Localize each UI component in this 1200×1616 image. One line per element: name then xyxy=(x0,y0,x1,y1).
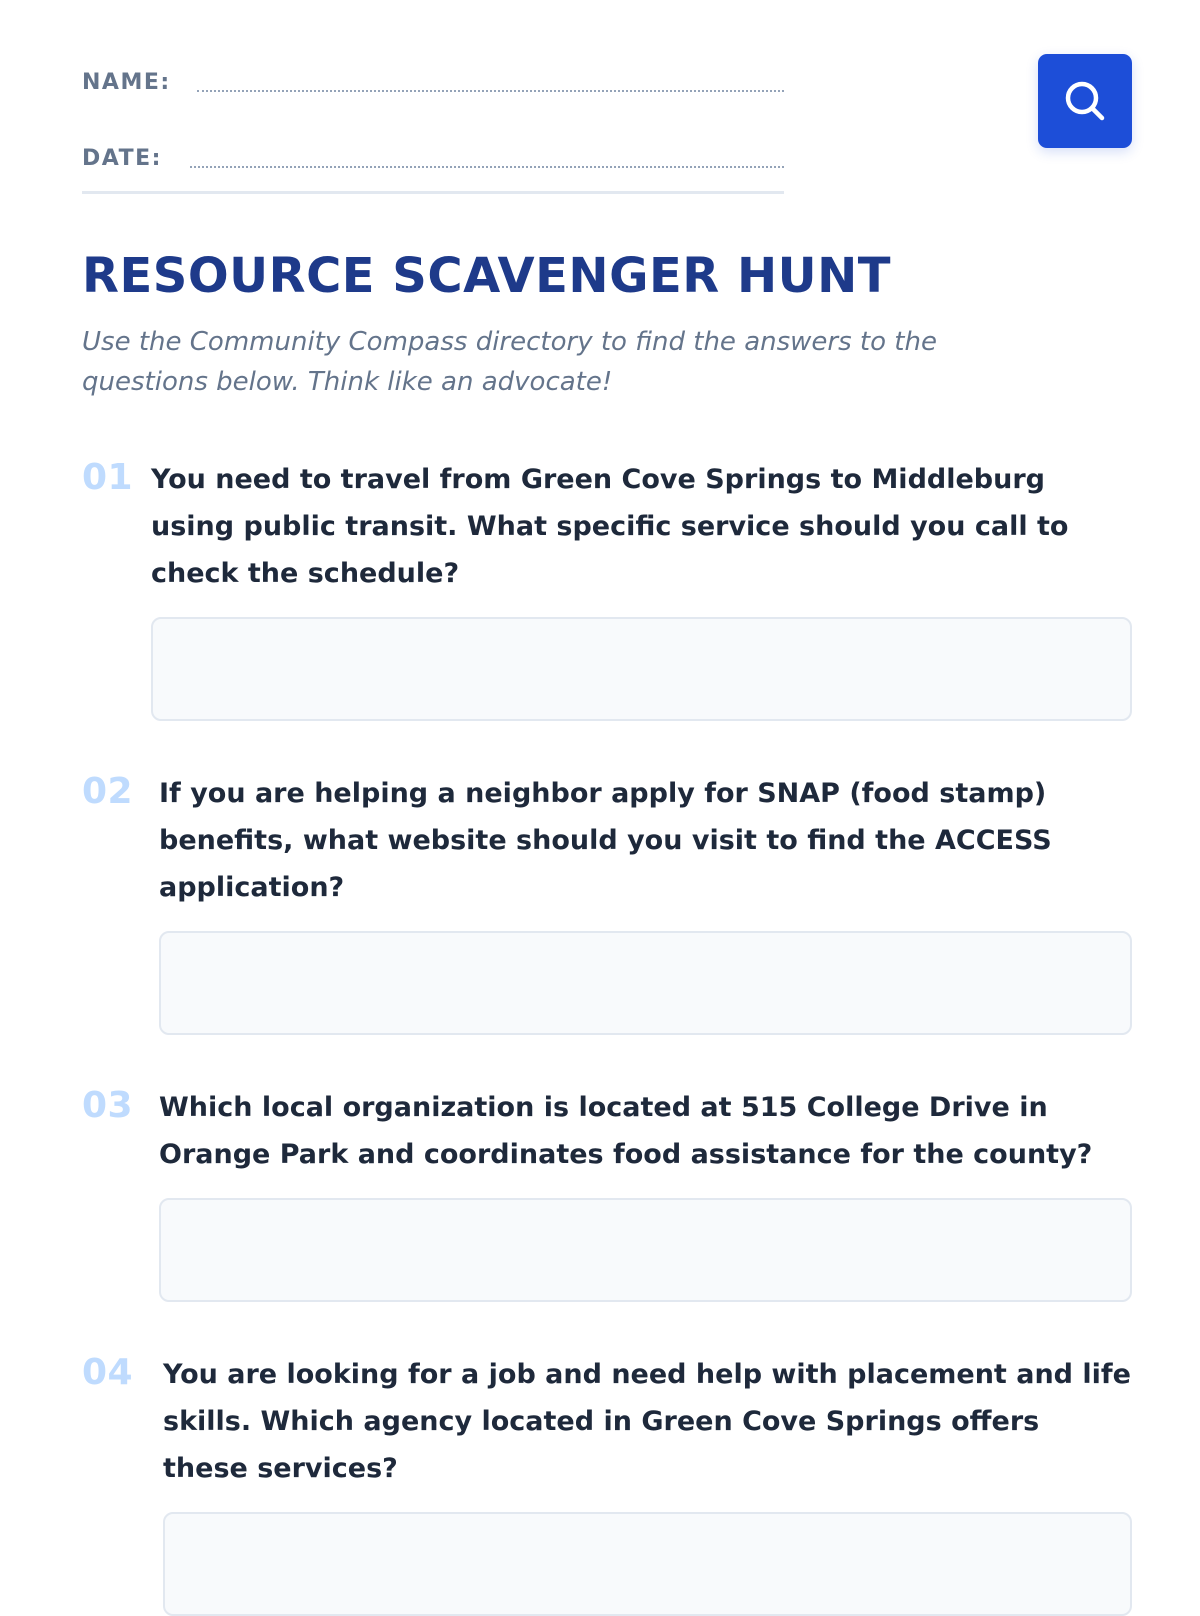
search-button[interactable] xyxy=(1038,54,1132,148)
date-label: DATE: xyxy=(82,146,162,171)
name-label: NAME: xyxy=(82,70,171,95)
question-text: Which local organization is located at 515 College Drive in Orange Park and coordinates food assistance for the county? xyxy=(159,1092,1093,1170)
answer-box[interactable] xyxy=(159,931,1132,1035)
question-text: You need to travel from Green Cove Springs to Middleburg using public transit. What specific service should you call to check the schedule? xyxy=(151,464,1069,589)
question-number: 02 xyxy=(82,771,134,812)
worksheet xyxy=(82,0,1132,1600)
page-title: RESOURCE SCAVENGER HUNT xyxy=(82,248,892,304)
answer-box[interactable] xyxy=(163,1512,1132,1616)
question-text: You are looking for a job and need help with placement and life skills. Which agency located in Green Cove Springs offers these services? xyxy=(163,1359,1131,1484)
question-number: 01 xyxy=(82,457,134,498)
date-input-line[interactable] xyxy=(190,152,784,168)
answer-box[interactable] xyxy=(159,1198,1132,1302)
question-number: 04 xyxy=(82,1352,134,1393)
answer-box[interactable] xyxy=(151,617,1132,721)
question-body xyxy=(159,1084,1132,1302)
name-input-line[interactable] xyxy=(197,76,784,92)
question-number: 03 xyxy=(82,1085,134,1126)
page-instructions: Use the Community Compass directory to find the answers to the questions below. Think like an advocate! xyxy=(82,327,937,397)
date-field[interactable] xyxy=(82,146,784,172)
question-body xyxy=(163,1351,1132,1616)
student-info-fields xyxy=(82,54,784,194)
worksheet-header xyxy=(82,54,1132,194)
question-body xyxy=(159,770,1132,1035)
question-body xyxy=(151,456,1132,721)
name-field[interactable] xyxy=(82,70,784,96)
search-icon xyxy=(1061,77,1109,125)
question-text: If you are helping a neighbor apply for SNAP (food stamp) benefits, what website should you visit to find the ACCESS application? xyxy=(159,778,1052,903)
